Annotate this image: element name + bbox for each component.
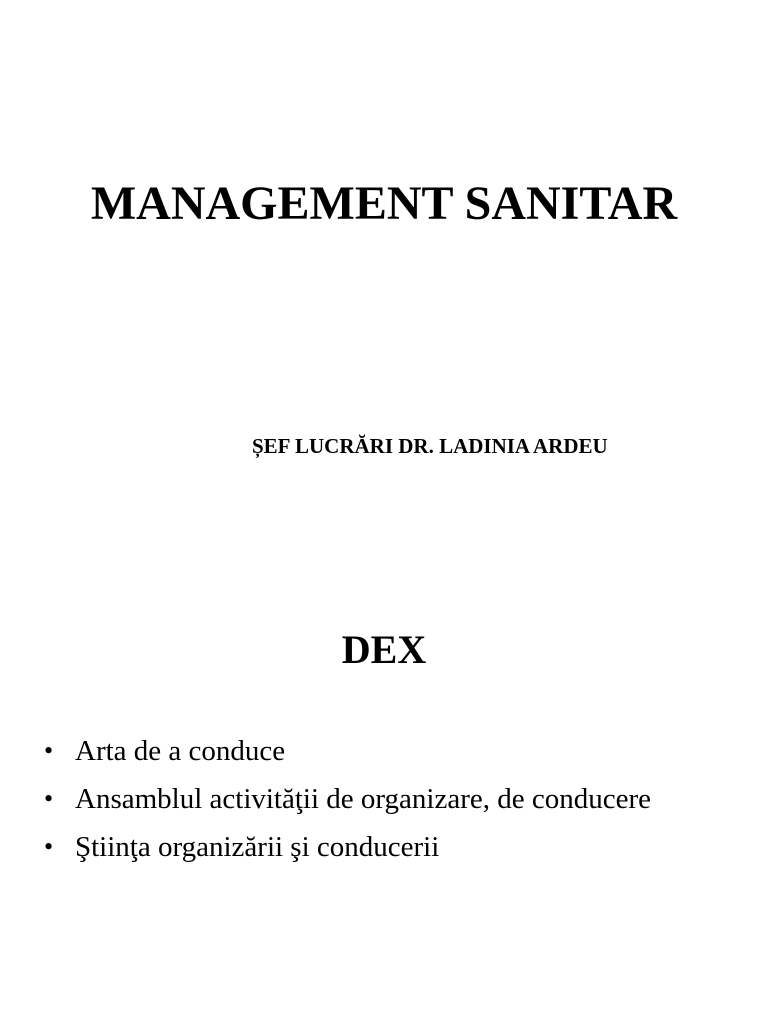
bullet-item <box>44 778 720 820</box>
definition-slide <box>0 576 768 1024</box>
bullet-icon: • <box>44 784 54 813</box>
bullet-text: Ansamblul activităţii de organizare, de conducere <box>75 783 652 815</box>
presentation-title: MANAGEMENT SANITAR <box>90 177 678 230</box>
bullet-list <box>44 730 720 868</box>
bullet-item <box>44 730 720 772</box>
slide-title: DEX <box>341 627 427 672</box>
bullet-icon: • <box>44 832 54 861</box>
author-line: ȘEF LUCRĂRI DR. LADINIA ARDEU <box>252 434 608 458</box>
bullet-text: Ştiinţa organizării şi conducerii <box>75 831 440 863</box>
bullet-icon: • <box>44 736 54 765</box>
bullet-item <box>44 826 720 868</box>
bullet-text: Arta de a conduce <box>75 735 286 767</box>
